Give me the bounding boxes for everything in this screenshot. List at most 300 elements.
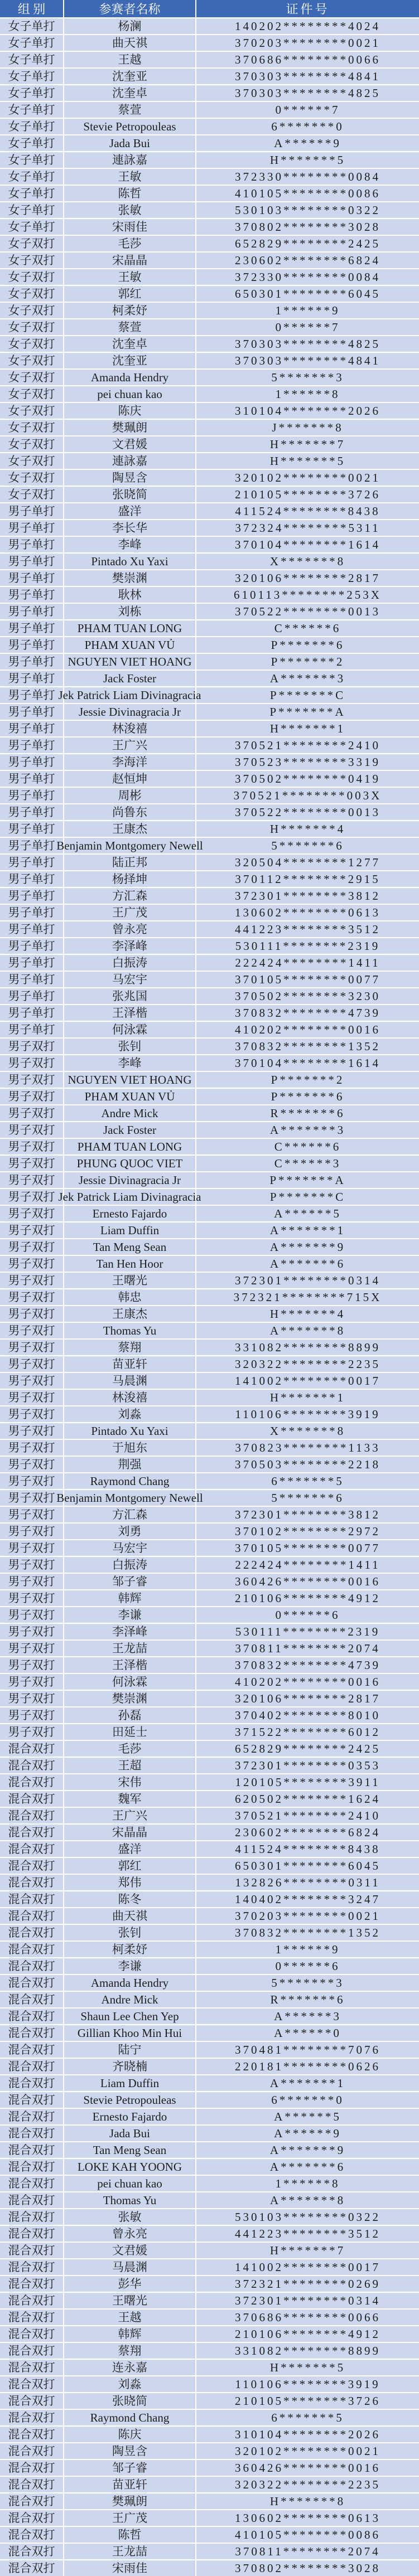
table-row <box>0 2392 419 2409</box>
group-cell: 混合双打 <box>0 1758 64 1773</box>
table-row <box>0 753 419 770</box>
participant-name-cell: 郑伟 <box>64 1875 196 1890</box>
participant-name-cell: 孙磊 <box>64 1707 196 1723</box>
group-cell: 男子双打 <box>0 1524 64 1539</box>
group-cell: 男子单打 <box>0 620 64 636</box>
group-cell: 女子单打 <box>0 119 64 134</box>
participant-name-cell: pei chuan kao <box>64 386 196 402</box>
table-row <box>0 2292 419 2308</box>
table-row <box>0 2526 419 2543</box>
id-number-cell: 370104********1614 <box>235 537 381 551</box>
id-number-cell: H*******8 <box>269 2494 346 2508</box>
table-row <box>0 1422 419 1439</box>
group-cell: 女子单打 <box>0 186 64 201</box>
id-number-cell: H*******1 <box>269 721 346 735</box>
participant-name-cell: 苗亚轩 <box>64 2477 196 2492</box>
id-number-cell: 320322********2235 <box>235 1357 381 1371</box>
group-cell: 混合双打 <box>0 1774 64 1790</box>
group-cell: 女子双打 <box>0 487 64 502</box>
id-number-cell: 530111********2319 <box>235 939 381 953</box>
table-row <box>0 904 419 920</box>
table-row <box>0 720 419 736</box>
group-cell: 女子单打 <box>0 202 64 218</box>
group-cell: 男子双打 <box>0 1105 64 1121</box>
participant-name-cell: 沈奎亚 <box>64 353 196 368</box>
participant-name-cell: 曲天祺 <box>64 35 196 51</box>
participant-name-cell: 蔡翔 <box>64 2343 196 2359</box>
group-cell: 混合双打 <box>0 1891 64 1907</box>
group-cell: 男子双打 <box>0 1691 64 1706</box>
participant-name-cell: 彭华 <box>64 2276 196 2292</box>
participant-name-cell: 李泽峰 <box>64 938 196 954</box>
table-row <box>0 1054 419 1071</box>
id-number-cell: 620502********1624 <box>235 1792 381 1806</box>
table-row <box>0 1037 419 1054</box>
id-number-cell: A******9 <box>274 2126 341 2140</box>
group-cell: 混合双打 <box>0 2310 64 2325</box>
participant-name-cell: 魏军 <box>64 1791 196 1807</box>
table-row <box>0 1288 419 1305</box>
participant-name-cell: 韩辉 <box>64 1590 196 1606</box>
id-number-cell: 371522********6012 <box>235 1725 381 1739</box>
participant-name-cell: 李谦 <box>64 1958 196 1974</box>
group-cell: 混合双打 <box>0 2075 64 2091</box>
participant-name-cell: 刘淼 <box>64 2376 196 2392</box>
id-number-cell: 411524********8438 <box>235 1842 381 1856</box>
table-row <box>0 619 419 636</box>
id-number-cell: 370802********3028 <box>235 220 381 234</box>
group-cell: 男子双打 <box>0 1641 64 1656</box>
group-cell: 男子双打 <box>0 1540 64 1556</box>
group-cell: 混合双打 <box>0 2443 64 2459</box>
id-number-cell: 652829********2425 <box>235 1741 381 1755</box>
table-row <box>0 937 419 954</box>
group-cell: 男子双打 <box>0 1189 64 1205</box>
table-row <box>0 185 419 201</box>
participant-name-cell: 王超 <box>64 1758 196 1773</box>
group-cell: 男子单打 <box>0 754 64 770</box>
id-number-cell: P*******A <box>269 705 346 719</box>
participant-name-cell: Pintado Xu Yaxi <box>64 554 196 569</box>
group-cell: 男子双打 <box>0 1674 64 1690</box>
id-number-cell: 5*******6 <box>271 838 344 852</box>
participant-name-cell: 刘勇 <box>64 1524 196 1539</box>
participant-name-cell: 苗亚轩 <box>64 1356 196 1372</box>
id-number-cell: 410202********0016 <box>235 1022 381 1036</box>
participant-name-cell: 文君媛 <box>64 436 196 452</box>
participant-name-cell: Jek Patrick Liam Divinagracia <box>64 687 196 703</box>
group-cell: 混合双打 <box>0 2025 64 2041</box>
table-row <box>0 2275 419 2292</box>
id-number-cell: 370523********3319 <box>235 755 381 769</box>
participant-name-cell: Pintado Xu Yaxi <box>64 1423 196 1439</box>
id-number-cell: 6*******5 <box>271 2410 344 2424</box>
id-number-cell: 530103********0322 <box>235 203 381 217</box>
participant-name-cell: 樊崇渊 <box>64 570 196 586</box>
table-row <box>0 435 419 452</box>
id-number-cell: 1******8 <box>275 387 340 401</box>
participant-name-cell: 樊崇渊 <box>64 1691 196 1706</box>
participant-name-cell: 赵恒坤 <box>64 771 196 787</box>
group-cell: 女子双打 <box>0 453 64 469</box>
participant-name-cell: 陶昱含 <box>64 470 196 486</box>
participant-name-cell: 齐晓楠 <box>64 2059 196 2074</box>
group-cell: 女子双打 <box>0 336 64 352</box>
participant-name-cell: 林浚禧 <box>64 1390 196 1405</box>
participant-name-cell: 李泽峰 <box>64 1624 196 1639</box>
group-cell: 男子双打 <box>0 1289 64 1305</box>
participant-name-cell: 李长华 <box>64 520 196 536</box>
group-cell: 混合双打 <box>0 1825 64 1840</box>
table-row <box>0 1338 419 1355</box>
participant-name-cell: 王越 <box>64 52 196 67</box>
participant-name-cell: 王曙光 <box>64 2293 196 2308</box>
group-cell: 混合双打 <box>0 1908 64 1924</box>
table-row <box>0 1941 419 1957</box>
group-cell: 男子单打 <box>0 905 64 920</box>
group-cell: 男子单打 <box>0 570 64 586</box>
group-cell: 男子双打 <box>0 1657 64 1673</box>
table-row <box>0 1907 419 1924</box>
table-row <box>0 2359 419 2375</box>
table-row <box>0 402 419 419</box>
table-row <box>0 552 419 569</box>
table-row <box>0 101 419 118</box>
group-cell: 男子双打 <box>0 1306 64 1322</box>
group-cell: 女子双打 <box>0 269 64 285</box>
group-cell: 女子双打 <box>0 403 64 419</box>
table-row <box>0 1823 419 1840</box>
id-number-cell: 530103********0322 <box>235 2210 381 2224</box>
group-cell: 男子双打 <box>0 1490 64 1506</box>
participant-name-cell: 何泳霖 <box>64 1674 196 1690</box>
column-header-group: 组 别 <box>0 0 64 17</box>
id-number-cell: 370481********7076 <box>235 2043 381 2056</box>
group-cell: 女子双打 <box>0 303 64 318</box>
table-row <box>0 1573 419 1589</box>
table-row <box>0 1589 419 1606</box>
id-number-cell: H*******5 <box>269 454 346 468</box>
table-row <box>0 2091 419 2108</box>
table-row <box>0 1757 419 1773</box>
participant-name-cell: 蔡萱 <box>64 319 196 335</box>
participant-name-cell: Liam Duffin <box>64 1222 196 1238</box>
group-cell: 男子单打 <box>0 738 64 753</box>
group-cell: 男子双打 <box>0 1724 64 1740</box>
participant-name-cell: 陶昱含 <box>64 2443 196 2459</box>
group-cell: 男子双打 <box>0 1390 64 1405</box>
group-cell: 混合双打 <box>0 2527 64 2543</box>
participant-name-cell: 連詠嘉 <box>64 152 196 168</box>
id-number-cell: 6*******0 <box>271 119 344 133</box>
group-cell: 男子双打 <box>0 1273 64 1288</box>
participant-name-cell: Jack Foster <box>64 1122 196 1138</box>
group-cell: 男子单打 <box>0 955 64 971</box>
id-number-cell: 1******9 <box>275 1942 340 1956</box>
group-cell: 男子单打 <box>0 804 64 820</box>
id-number-cell: 320102********0021 <box>235 470 381 484</box>
table-row <box>0 1088 419 1104</box>
id-number-cell: 210105********3726 <box>235 2394 381 2408</box>
table-row <box>0 1807 419 1823</box>
id-number-cell: A******5 <box>274 2109 341 2123</box>
participant-name-cell: 王康杰 <box>64 821 196 837</box>
id-number-cell: 370203********0021 <box>235 1909 381 1923</box>
participant-name-cell: 田延士 <box>64 1724 196 1740</box>
participant-name-cell: 杨澜 <box>64 18 196 34</box>
participant-name-cell: 白振涛 <box>64 1557 196 1573</box>
participant-name-cell: LOKE KAH YOONG <box>64 2159 196 2175</box>
group-cell: 男子单打 <box>0 838 64 853</box>
table-row <box>0 502 419 519</box>
id-number-cell: 210105********3726 <box>235 487 381 501</box>
id-number-cell: 370105********0077 <box>235 1541 381 1555</box>
id-number-cell: 370832********1352 <box>235 1925 381 1939</box>
participant-name-cell: 何泳霖 <box>64 1022 196 1037</box>
participant-name-cell: 李海洋 <box>64 754 196 770</box>
id-number-cell: 360426********0016 <box>235 2461 381 2475</box>
participant-name-cell: Shaun Lee Chen Yep <box>64 2009 196 2024</box>
id-number-cell: A*******6 <box>269 2160 346 2174</box>
group-cell: 女子双打 <box>0 370 64 385</box>
id-number-cell: 141002********0017 <box>235 1374 381 1388</box>
table-row <box>0 1071 419 1088</box>
group-cell: 男子单打 <box>0 972 64 987</box>
table-row <box>0 2258 419 2275</box>
table-row <box>0 235 419 251</box>
table-row <box>0 2225 419 2242</box>
group-cell: 男子单打 <box>0 855 64 870</box>
id-number-cell: 141002********0017 <box>235 2260 381 2274</box>
participant-name-cell: 曲天祺 <box>64 1908 196 1924</box>
table-row <box>0 168 419 185</box>
group-cell: 男子单打 <box>0 1005 64 1021</box>
participant-name-cell: 王广茂 <box>64 2510 196 2526</box>
id-number-cell: H*******5 <box>269 153 346 167</box>
group-cell: 男子单打 <box>0 771 64 787</box>
id-number-cell: 110106********3919 <box>235 1407 381 1421</box>
participant-name-cell: 张晓简 <box>64 487 196 502</box>
participant-name-cell: 沈奎亚 <box>64 69 196 84</box>
table-row <box>0 2543 419 2559</box>
group-cell: 男子双打 <box>0 1139 64 1154</box>
group-cell: 男子双打 <box>0 1206 64 1221</box>
participant-name-cell: 于旭东 <box>64 1440 196 1456</box>
participant-name-cell: 杨择坤 <box>64 871 196 887</box>
id-number-cell: 441223********3512 <box>235 922 381 936</box>
table-row <box>0 1322 419 1338</box>
id-number-cell: 370303********4825 <box>235 337 381 351</box>
group-cell: 混合双打 <box>0 2326 64 2342</box>
group-cell: 混合双打 <box>0 2276 64 2292</box>
group-cell: 男子双打 <box>0 1340 64 1355</box>
group-cell: 男子双打 <box>0 1089 64 1104</box>
table-row <box>0 17 419 34</box>
table-row <box>0 2141 419 2158</box>
table-row <box>0 2074 419 2091</box>
table-row <box>0 34 419 51</box>
group-cell: 混合双打 <box>0 2410 64 2425</box>
table-row <box>0 268 419 285</box>
participant-name-cell: Jack Foster <box>64 671 196 686</box>
table-row <box>0 636 419 653</box>
group-cell: 男子单打 <box>0 1022 64 1037</box>
participant-name-cell: 陈庆 <box>64 2427 196 2442</box>
participant-name-cell: Amanda Hendry <box>64 370 196 385</box>
table-row <box>0 1305 419 1322</box>
id-number-cell: P*******6 <box>271 1089 345 1103</box>
group-cell: 男子双打 <box>0 1624 64 1639</box>
table-row <box>0 1522 419 1539</box>
group-cell: 男子单打 <box>0 888 64 904</box>
group-cell: 女子单打 <box>0 69 64 84</box>
participant-name-cell: 荆强 <box>64 1457 196 1472</box>
id-number-cell: 222424********1411 <box>235 1558 381 1571</box>
id-number-cell: C******3 <box>274 1156 341 1170</box>
group-cell: 混合双打 <box>0 1875 64 1890</box>
group-cell: 混合双打 <box>0 1791 64 1807</box>
group-cell: 女子双打 <box>0 386 64 402</box>
group-cell: 混合双打 <box>0 2009 64 2024</box>
group-cell: 男子双打 <box>0 1507 64 1522</box>
id-number-cell: H*******7 <box>269 2243 346 2257</box>
table-row <box>0 469 419 486</box>
table-row <box>0 954 419 971</box>
id-number-cell: 220181********0626 <box>235 2059 381 2073</box>
group-cell: 男子双打 <box>0 1256 64 1272</box>
group-cell: 女子双打 <box>0 420 64 435</box>
group-cell: 混合双打 <box>0 2460 64 2476</box>
table-row <box>0 2325 419 2342</box>
table-body <box>0 17 419 2576</box>
id-number-cell: 410105********0086 <box>235 2528 381 2541</box>
id-number-cell: 210106********4912 <box>235 1591 381 1605</box>
participant-name-cell: 邹子睿 <box>64 2460 196 2476</box>
id-number-cell: 370521********003X <box>233 788 382 802</box>
participant-name-cell: 王康杰 <box>64 1306 196 1322</box>
id-number-cell: 372321********0269 <box>235 2277 381 2291</box>
table-row <box>0 686 419 703</box>
id-number-cell: 0******6 <box>275 1959 340 1973</box>
table-row <box>0 385 419 402</box>
participant-name-cell: Stevie Petropouleas <box>64 119 196 134</box>
table-row <box>0 536 419 552</box>
group-cell: 混合双打 <box>0 1975 64 1991</box>
participant-name-cell: 张晓简 <box>64 2393 196 2409</box>
table-row <box>0 2041 419 2058</box>
table-row <box>0 419 419 435</box>
table-row <box>0 1539 419 1556</box>
table-row <box>0 1690 419 1706</box>
participant-name-cell: 陆宁 <box>64 2042 196 2058</box>
group-cell: 男子双打 <box>0 1072 64 1088</box>
table-row <box>0 2191 419 2208</box>
table-row <box>0 2175 419 2191</box>
id-number-cell: 411524********8438 <box>235 504 381 518</box>
id-number-cell: A*******1 <box>269 2076 346 2090</box>
participant-name-cell: 沈奎卓 <box>64 336 196 352</box>
group-cell: 女子单打 <box>0 219 64 235</box>
group-cell: 混合双打 <box>0 1841 64 1857</box>
group-cell: 女子双打 <box>0 236 64 251</box>
table-row <box>0 1639 419 1656</box>
table-row <box>0 1656 419 1673</box>
group-cell: 男子单打 <box>0 938 64 954</box>
participant-name-cell: 柯柔妤 <box>64 303 196 318</box>
participant-name-cell: 尚鲁东 <box>64 804 196 820</box>
table-row <box>0 1021 419 1037</box>
participant-name-cell: 王泽楷 <box>64 1005 196 1021</box>
group-cell: 男子双打 <box>0 1406 64 1422</box>
id-number-cell: A******0 <box>274 2026 341 2040</box>
participant-name-cell: 郭红 <box>64 286 196 302</box>
group-cell: 混合双打 <box>0 2343 64 2359</box>
group-cell: 男子单打 <box>0 604 64 619</box>
table-row <box>0 2308 419 2325</box>
id-number-cell: 370203********0021 <box>235 36 381 50</box>
id-number-cell: 372321********715X <box>233 1290 382 1304</box>
id-number-cell: H*******4 <box>269 822 346 836</box>
id-number-cell: 372301********0314 <box>235 2293 381 2307</box>
group-cell: 女子双打 <box>0 253 64 268</box>
id-number-cell: 370832********4739 <box>235 1658 381 1672</box>
group-cell: 混合双打 <box>0 2209 64 2225</box>
participant-name-cell: Benjamin Montgomery Newell <box>64 838 196 853</box>
group-cell: 男子双打 <box>0 1473 64 1489</box>
table-row <box>0 251 419 268</box>
participant-name-cell: Tan Meng Sean <box>64 2142 196 2158</box>
table-row <box>0 84 419 101</box>
id-number-cell: 130602********0613 <box>235 2511 381 2525</box>
participant-name-cell: 连永嘉 <box>64 2360 196 2375</box>
id-number-cell: 320102********0021 <box>235 2444 381 2458</box>
table-row <box>0 67 419 84</box>
table-row <box>0 1991 419 2007</box>
id-number-cell: 310104********2026 <box>235 2427 381 2441</box>
table-row <box>0 870 419 887</box>
participant-name-cell: Jessie Divinagracia Jr <box>64 704 196 720</box>
table-row <box>0 2108 419 2124</box>
id-number-cell: 650301********6045 <box>235 287 381 300</box>
group-cell: 混合双打 <box>0 2493 64 2509</box>
participant-name-cell: 李峰 <box>64 1055 196 1071</box>
table-row <box>0 2409 419 2425</box>
group-cell: 混合双打 <box>0 1958 64 1974</box>
id-number-cell: 372301********0353 <box>235 1758 381 1772</box>
participant-name-cell: 王敏 <box>64 269 196 285</box>
group-cell: 混合双打 <box>0 2059 64 2074</box>
table-row <box>0 118 419 134</box>
id-number-cell: 320106********2817 <box>235 571 381 585</box>
table-row <box>0 670 419 686</box>
group-cell: 混合双打 <box>0 2360 64 2375</box>
participant-name-cell: NGUYEN VIET HOANG <box>64 654 196 670</box>
participant-name-cell: 王泽楷 <box>64 1657 196 1673</box>
id-number-cell: A******9 <box>274 136 341 150</box>
id-number-cell: 441223********3512 <box>235 2226 381 2240</box>
table-row <box>0 2476 419 2492</box>
group-cell: 男子双打 <box>0 1172 64 1188</box>
group-cell: 混合双打 <box>0 2109 64 2124</box>
id-number-cell: 372330********0084 <box>235 169 381 183</box>
table-row <box>0 971 419 987</box>
participant-name-cell: pei chuan kao <box>64 2176 196 2191</box>
participant-name-cell: 柯柔妤 <box>64 1942 196 1957</box>
id-number-cell: 370303********4841 <box>235 353 381 367</box>
table-row <box>0 803 419 820</box>
group-cell: 女子单打 <box>0 18 64 34</box>
id-number-cell: 370303********4841 <box>235 69 381 83</box>
